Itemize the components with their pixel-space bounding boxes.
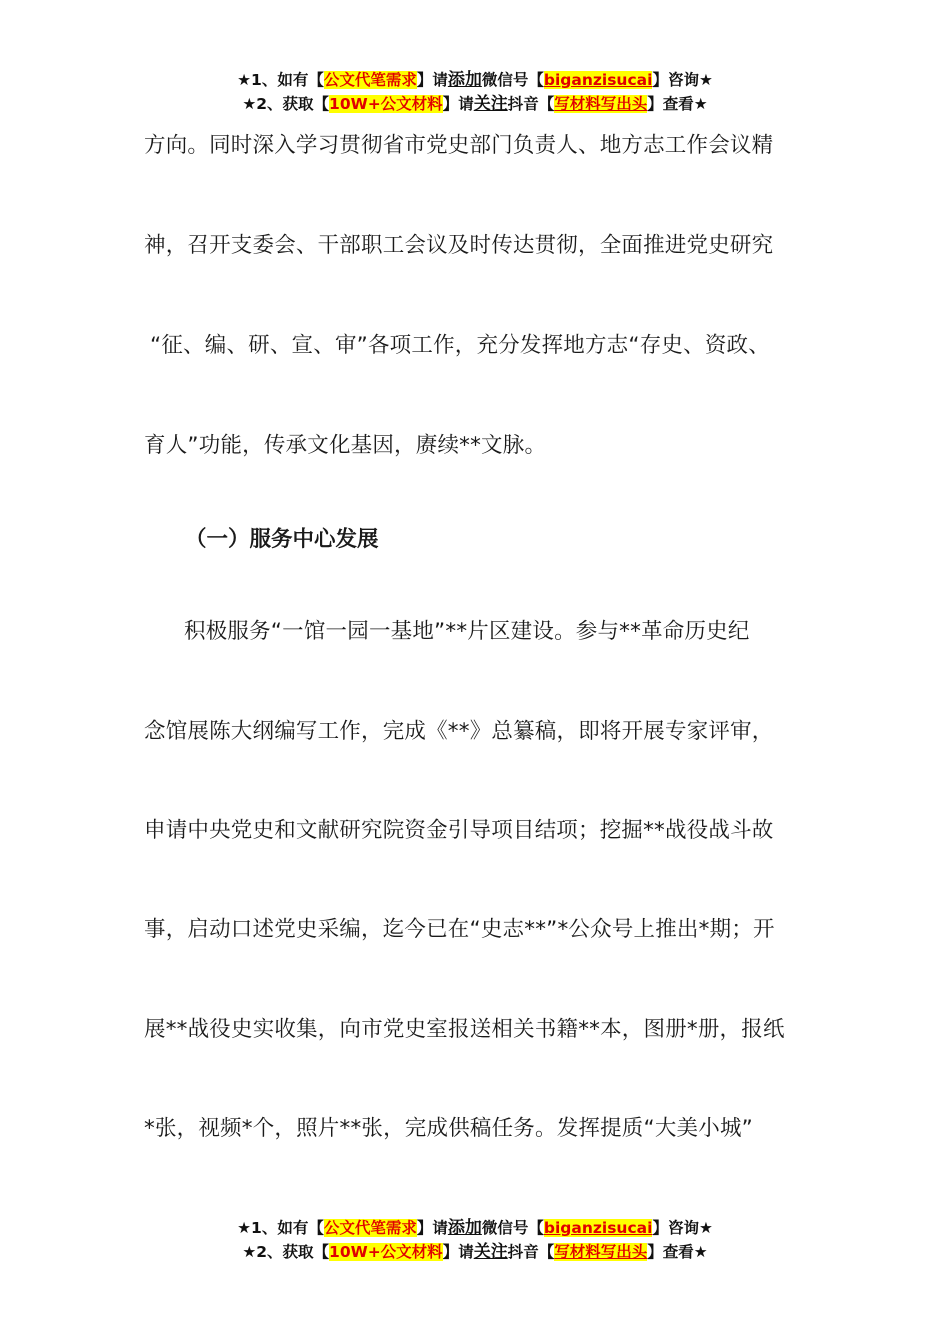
paragraph-line: 积极服务“一馆一园一基地”**片区建设。参与**革命历史纪 (184, 619, 750, 644)
douyin-account: 写材料写出头 (554, 1243, 648, 1261)
banner-text: ★1、如有【 (237, 71, 324, 89)
banner-text: 】咨询★ (652, 71, 713, 89)
banner-text: 微信号【 (481, 71, 544, 89)
banner-text: 微信号【 (481, 1219, 544, 1237)
highlight-text: 10W+公文材料 (329, 1243, 443, 1261)
paragraph-line: 展**战役史实收集，向市党史室报送相关书籍**本，图册*册，报纸 (144, 1017, 785, 1042)
wechat-id: biganzisucai (543, 1219, 653, 1237)
paragraph-line: 念馆展陈大纲编写工作，完成《**》总纂稿，即将开展专家评审， (144, 719, 774, 744)
banner-text: 】查看★ (647, 95, 708, 113)
banner-line-2 (0, 92, 950, 116)
banner-line-1 (0, 68, 950, 92)
highlight-text: 公文代笔需求 (323, 71, 417, 89)
body-line: 育人”功能，传承文化基因，赓续**文脉。 (144, 433, 547, 458)
banner-text: 】请 (416, 1219, 448, 1237)
section-heading: （一）服务中心发展 (185, 527, 379, 552)
banner-text: 】请 (442, 95, 474, 113)
underlined-text: 添加 (447, 70, 482, 90)
banner-text: 抖音【 (507, 95, 555, 113)
banner-text: 】请 (416, 71, 448, 89)
highlight-text: 10W+公文材料 (329, 95, 443, 113)
highlight-text: 公文代笔需求 (323, 1219, 417, 1237)
banner-text: 】请 (442, 1243, 474, 1261)
banner-text: 】咨询★ (652, 1219, 713, 1237)
body-line: 神，召开支委会、干部职工会议及时传达贯彻，全面推进党史研究 (144, 233, 774, 258)
banner-text: 抖音【 (507, 1243, 555, 1261)
underlined-text: 关注 (473, 94, 508, 114)
banner-text: ★2、获取【 (242, 1243, 330, 1261)
underlined-text: 关注 (473, 1242, 508, 1262)
header-banner (0, 68, 950, 116)
footer-banner (0, 1216, 950, 1264)
paragraph-line: 事，启动口述党史采编，迄今已在“史志**”*公众号上推出*期；开 (144, 917, 775, 942)
banner-text: ★1、如有【 (237, 1219, 324, 1237)
paragraph-line: 申请中央党史和文献研究院资金引导项目结项；挖掘**战役战斗故 (144, 818, 774, 843)
banner-text: 】查看★ (647, 1243, 708, 1261)
banner-text: ★2、获取【 (242, 95, 330, 113)
body-line: 方向。同时深入学习贯彻省市党史部门负责人、地方志工作会议精 (144, 133, 774, 158)
body-line: “征、编、研、宣、审”各项工作，充分发挥地方志“存史、资政、 (150, 333, 770, 358)
underlined-text: 添加 (447, 1218, 482, 1238)
banner-line-1 (0, 1216, 950, 1240)
wechat-id: biganzisucai (543, 71, 653, 89)
douyin-account: 写材料写出头 (554, 95, 648, 113)
paragraph-line: *张，视频*个，照片**张，完成供稿任务。发挥提质“大美小城” (144, 1116, 753, 1141)
banner-line-2 (0, 1240, 950, 1264)
